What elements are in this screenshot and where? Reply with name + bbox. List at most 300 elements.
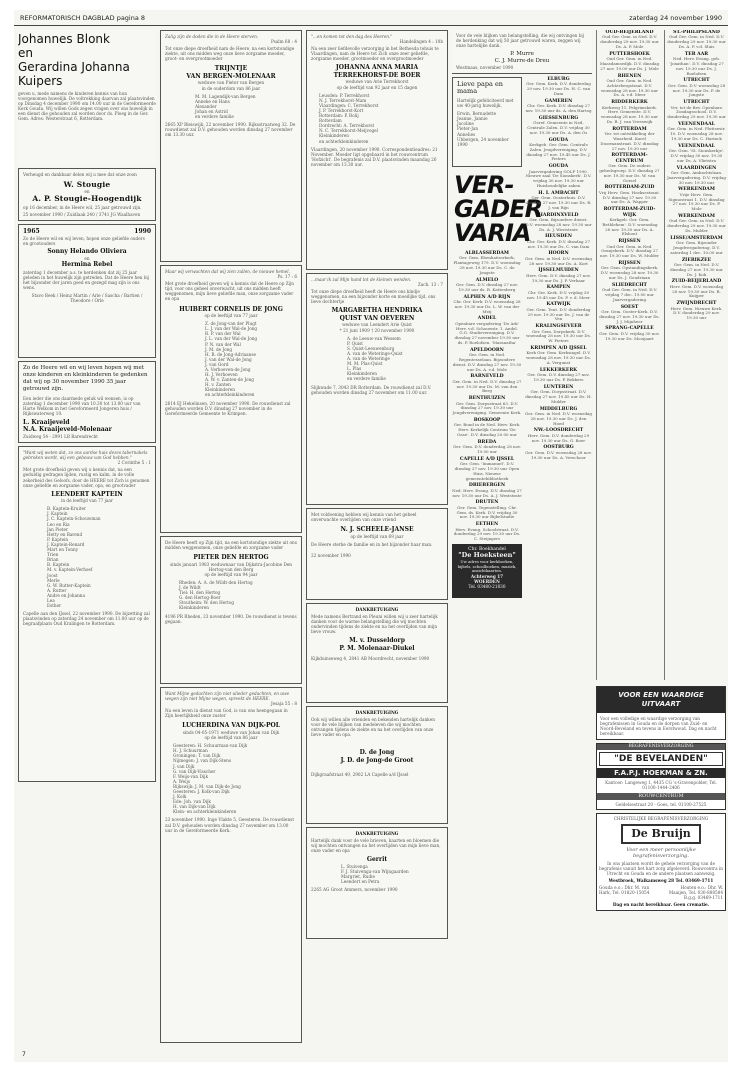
meeting-details: Ger. Gem. D.V. vrijdag 30 nov. 19.30 uur Ds. Mooijaart xyxy=(599,330,660,341)
meeting-details: Oud Ger. Gem. in Ned. D.V. donderdag 29 nov. 19.30 uur Ds. A. P. Mole xyxy=(600,34,659,49)
meeting-place: GIESSENBURG xyxy=(538,115,579,121)
family-member: Ede: Joh. van Dijk xyxy=(173,799,211,805)
dijk-name: LUCHERDINA VAN DIJK-POL xyxy=(182,722,280,730)
meeting-details: Ger. Gem. Ambachtslaan. Jaarvergadering. D.V. vrijdag 30 nov. 19.30 uur xyxy=(667,169,726,185)
verg-line-1: VER- xyxy=(454,170,514,199)
bergen-age: in de ouderdom van 86 jaar xyxy=(201,85,261,91)
groom-name: Johannes Blonk xyxy=(18,32,110,46)
family-member: H. J. Verhoeven xyxy=(205,372,238,378)
meeting-entry xyxy=(525,407,592,427)
column-1 xyxy=(18,30,156,785)
quist-name: MARGARETHA HENDRIKA xyxy=(331,307,423,315)
scheele-body: De Heere sterke de familie en in het bijzonder haar man. xyxy=(311,541,433,547)
meeting-details: Chr. Ger. Kerk. D.V. dinsdag 27 nov. 19.30 uur Ds. C. van Dam xyxy=(527,238,590,249)
meeting-details: Oud Ger. Gem. in Ned. Maasdamsedijk. D.V. dinsdag 27 nov. 19.00 uur Ds. J. Mole xyxy=(599,56,660,71)
family-member: H. J. Schuurman xyxy=(173,748,208,754)
congrats-body: Hartelijk gefeliciteerd met uw 40-jarig huwelijk. xyxy=(457,97,514,109)
bruijn-foot: Dag en nacht bereikbaar. Geen crematie. xyxy=(612,902,710,908)
bruijn-tag: Voor een meer persoonlijke begrafenisverzorging. xyxy=(626,846,696,859)
family-member: Rheden: A. A. de Wildt-den Hertog xyxy=(179,579,253,585)
meeting-place: ALMELO xyxy=(475,277,499,283)
jubilee-name-1: Sonny Helando Oliviera xyxy=(47,248,127,256)
meeting-place: ANDEL xyxy=(477,316,497,322)
meeting-entry xyxy=(667,214,726,234)
meeting-place: TER AAR xyxy=(684,51,709,57)
meeting-entry xyxy=(525,346,592,366)
family-member: Lea xyxy=(47,597,55,603)
meeting-entry xyxy=(525,138,592,163)
meeting-details: Vrij Herv. Gem. Hoeksestraat. D.V. dinsdag 27 nov. 19.30 uur Ds. A. Wapper xyxy=(599,189,660,205)
obituary-van-bergen xyxy=(160,30,302,262)
meeting-details: Ger. Gem. in Ned. D.V. woensdag 28 nov. 19.30 uur Ds. J. den Hoed xyxy=(525,410,592,426)
hertog-age: op de leeftijd van 94 jaar xyxy=(204,571,258,577)
year-right: 1990 xyxy=(134,228,151,236)
announcement-anniversary xyxy=(18,168,156,221)
murre-name-1: P. Murre xyxy=(510,51,534,58)
family-member: A. van de Weteringe-Quist xyxy=(347,350,403,356)
family-member: Jeanne, Jannie xyxy=(457,116,488,122)
family-member: Annelies xyxy=(457,131,476,137)
meeting-entry xyxy=(599,74,660,99)
meeting-details: Ger. Gem. De ouders gebedsgroep. D.V. dinsdag 27 nov. 19.30 uur Ds. W. van Gorsel xyxy=(599,163,660,183)
murre-name-2: C. J. Murre-de Dreu xyxy=(494,58,550,65)
meeting-entry xyxy=(525,234,592,249)
meeting-entry xyxy=(599,153,660,183)
family-member: J. van der Wal-de Jong xyxy=(205,356,252,362)
meeting-details: Ger. Gem. D.V. dinsdag 27 nov. 19.30 uur Ds. P. Bekkers xyxy=(527,372,590,382)
bevelanden-rc: ROUWCENTRUM xyxy=(597,793,725,800)
bruijn-body: In ons plaatsen wordt de gehele verzorging van de begrafenis vanuit het hart zorg afgeleverd. Rouwcentra in Utrecht en Gouda en de andere plaatsen aanwezig. xyxy=(599,860,723,876)
newspaper-page xyxy=(14,10,728,1062)
bruijn-name: De Bruijn xyxy=(621,824,701,844)
header-right: zaterdag 24 november 1990 xyxy=(629,13,722,22)
meeting-entry xyxy=(525,213,592,233)
family-member: M. v. Kaptein-Verhoef xyxy=(47,567,93,573)
family-member: Erwin, Bernadette xyxy=(457,111,497,117)
family-member: H. van Dijk-van Dijk xyxy=(173,804,216,810)
congrats-title: Lieve papa en mama xyxy=(457,79,503,96)
thirty-five-name-2: N.A. Kraaijeveld-Molenaar xyxy=(23,426,112,434)
meeting-place: H. I. AMBACHT xyxy=(538,190,579,196)
meeting-details: Ger. Gem. Dorpsstraat. D.V. dinsdag 27 nov. 19.45 uur Ds. H. Mulder xyxy=(525,389,592,404)
dejong-name: HUIBERT CORNELIS DE JONG xyxy=(179,305,283,313)
meeting-place: RHENEN xyxy=(617,73,642,79)
thanks-murre xyxy=(452,30,592,74)
meeting-entry xyxy=(667,122,726,142)
family-member: Trien xyxy=(47,552,59,558)
wedding-and: en xyxy=(18,46,33,60)
thanks-2-name: D. de Jong xyxy=(359,749,395,757)
quist-dates: * 21 juni 1909 † 20 november 1990 xyxy=(339,327,415,333)
family-member: J. P. Terrekhorst-Kort xyxy=(319,107,364,113)
family-member: Rotterdam xyxy=(319,118,342,124)
kaptein-body: Met grote droefheid geven wij u kennis dat, na een geduldig gedragen lijden, rustig en kalm, in de volle zekerheid des Geloofs, door de HEERE tot Zich is genomen onze geliefde en zorgzame vader, opa, en grootvader xyxy=(23,467,150,488)
meeting-details: Ger. Gem. 'St. Sionskerkje'. D.V. vrijdag 30 nov. 19.30 uur Ds. A. Vlietstra xyxy=(668,148,725,163)
verg-line-2: GADER xyxy=(454,194,543,223)
meeting-details: Ger. Gem. in Ned. Regentesselaan. Bijzondere dienst. D.V. dinsdag 27 nov. 19.30 uur Ds. A. v.d. Mole xyxy=(452,352,522,372)
meeting-place: SOEST xyxy=(620,304,639,310)
dejong-quote: Maar wij verwachten dat wij zien zullen, de nieuwe hemel. xyxy=(165,269,290,274)
bookshop-phone: Tel. 03480-21830 xyxy=(468,583,506,589)
meeting-details: Chr. Ger. Kerk. D.V. vrijdag 30 nov. 19.45 uur Ds. P. v. d. Meer xyxy=(527,289,590,300)
meeting-entry xyxy=(667,301,726,321)
meeting-entry xyxy=(452,500,522,520)
meeting-details: Ver. tot de Bev. Openbare Zondagsschool. D.V. donderdag 29 nov. 19.30 uur xyxy=(667,104,726,120)
scheele-foot: 22 november 1990 xyxy=(311,552,351,558)
meeting-details: Ger. Gem. Bijzondere dienst. D.V. woensdag 28 nov. 19.30 uur Ds. A. J. Weststrate xyxy=(525,216,592,232)
meeting-entry xyxy=(525,99,592,114)
family-member: M. M. Plas-Quist xyxy=(347,361,383,367)
meeting-details: Ned. Herv. Evang. D.V. dinsdag 27 nov. 19.30 uur Ds. A. J. Weststrate xyxy=(452,487,522,498)
uitvaart-body: Voor een volledige en waardige verzorging van begrafenissen in Gouda en de dorpen van Zuid- en Noord-Beveland en tevens in Eerstwoud. Dag en nacht bereikbaar. xyxy=(600,716,717,737)
meeting-entry xyxy=(525,164,592,189)
meeting-place: RIDDERKERK xyxy=(611,100,648,106)
terrekhorst-name: JOHANNA ANNA MARIA xyxy=(335,64,419,72)
family-member: Kleinkinderen xyxy=(205,387,235,393)
family-member: Leusden: P. Terrekhorst xyxy=(319,92,370,98)
meetings-list-right xyxy=(525,77,592,598)
family-member: J. M. de Jong xyxy=(205,346,233,352)
meeting-entry xyxy=(599,283,660,303)
meeting-details: Openbare vergadering 'De Ark' Herv. v.d. Schouwstr. 1. Andel. G.G. Studievereniging. D.V. dinsdag 27 november 19.30 uur ds. P. Roelofsen. 'Maranatha' xyxy=(454,320,520,345)
meeting-place: GOUDA xyxy=(548,164,569,170)
meeting-place: BOSKOOP xyxy=(473,417,501,423)
meeting-details: Herv. Gem. D.V. dinsdag 27 nov. 19.30 uur Ds. J. P. Verhaar xyxy=(526,272,591,283)
terrekhorst-name-2: TERREKHORST-DE BOER xyxy=(333,71,421,79)
meeting-entry xyxy=(525,191,592,211)
meeting-entry xyxy=(525,385,592,405)
thanks-2-title: DANKBETUIGING xyxy=(355,710,399,715)
meeting-place: WERKENDAM xyxy=(678,213,715,219)
bookshop-street: Achterweg 17 xyxy=(470,573,504,579)
family-member: Andre en Johanna xyxy=(47,592,86,598)
anniversary-body: op 16 december, in de Heere wil, 25 jaar getrouwd zijn. xyxy=(23,205,142,211)
meeting-place: ST.-PHILIPSLAND xyxy=(673,30,720,35)
family-member: Geesteren: H. Schuurman-van Dijk xyxy=(173,743,248,749)
meetings-list-left xyxy=(452,251,522,542)
meeting-details: Ger. Gem. Opstandingskerk. D.V. woensdag 28 nov. 19.30 uur Ds. J. Goudriaan xyxy=(600,265,659,280)
years-row xyxy=(23,228,151,236)
meeting-details: Ger. Gem. 'Immanuel'. D.V. dinsdag 27 nov. 19.30 uur Open Huis. Nieuwe gemeentebibliotheek xyxy=(454,461,520,481)
meeting-place: BARNEVELD xyxy=(470,374,504,380)
congrats-papa-mama xyxy=(452,77,522,167)
meeting-entry xyxy=(667,166,726,186)
family-member: H. R. de Jong-Adriaanse xyxy=(205,351,256,357)
anniversary-name-2: A. P. Stougie-Hoogendijk xyxy=(32,194,142,204)
meeting-place: IJSSELMUIDEN xyxy=(538,268,579,274)
family-member: A. van de Weteringe xyxy=(347,356,390,362)
ad-uitvaart xyxy=(596,686,726,740)
meeting-place: CAPELLE A/D IJSSEL xyxy=(459,456,515,462)
meeting-entry xyxy=(525,116,592,136)
bergen-ref: Psalm 68 : 4 xyxy=(270,39,297,45)
meeting-details: Ger. Gem. in Ned. Pluttsestr. 10. D.V. woensdag 28 nov. 19.30 uur Ds. C. Harinck xyxy=(667,126,726,141)
family-member: Brian xyxy=(47,557,59,563)
meeting-details: Oud Ger. Gem. in Ned. Oranjekerk. D.V. dinsdag 27 nov. 19.30 uur Ds. W. Mulder xyxy=(600,243,659,259)
family-member: Geesteren: J. Kolk-van Dijk xyxy=(173,789,230,794)
thanks-3-body: Hartelijk dank voor de vele brieven, kaarten en bloemen die wij mochten ontvangen na het overlijden van mijn lieve man, onze vader en opa xyxy=(311,838,441,854)
thirty-five-intro: Zo de Heere wil en wij leven hopen wij met onze kinderen en kleinkinderen te gedenken dat wij op 30 november 1990 35 jaar getrouwd zijn. xyxy=(23,365,148,392)
family-member: J. van Dijk xyxy=(173,763,195,769)
congrats-names xyxy=(457,111,517,136)
anniversary-intro: Verheugd en dankbaar delen wij u mee dat onze zoon xyxy=(23,172,137,177)
terrekhorst-foot: Vlaardingen, 20 november 1990. Correspondentieadres: 21 November. Moeder ligt opgebaard in het rouwcentrum 'Hofzicht'. De begrafenis zal D.V. plaatsvinden maandag 26 november om 13.30 uur. xyxy=(311,146,438,167)
family-member: en verdere familie xyxy=(347,376,386,382)
obituary-quist xyxy=(306,273,448,505)
scheele-intro: Met voldoening hebben wij kennis van het geheel onverwachte overlijden van onze vriend xyxy=(311,512,417,523)
meeting-entry xyxy=(452,295,522,315)
family-member: en achterkleinkinderen xyxy=(205,392,255,398)
meeting-place: ALBLASSERDAM xyxy=(465,250,509,256)
family-member: Groningen: T. van Dijk xyxy=(173,753,221,759)
meeting-entry xyxy=(667,236,726,256)
family-member: Rotterdam: P. Bolij xyxy=(319,113,359,119)
congrats-foot: Ubbergen, 24 november 1990 xyxy=(457,136,509,147)
family-member: Klein- en achterkleinkinderen xyxy=(173,809,237,815)
announcement-35-years xyxy=(18,361,156,443)
meeting-place: BENTHUIZEN xyxy=(468,396,506,402)
meeting-details: Chr. Ger. Kerk. D.V. dinsdag 27 nov. 19.30 uur ds. A. den Hartog xyxy=(525,103,592,113)
hertog-family xyxy=(165,580,297,611)
dijk-body: Na een leven in dienst van God, is van ons heengegaan in Zijn heerlijkheid onze zuster xyxy=(165,708,288,719)
family-member: H. v. Zanten xyxy=(205,382,231,388)
meeting-details: Ger. Gem. Dorpskerk. D.V. woensdag 28 nov. 19.30 uur Ds. W. Pieters xyxy=(526,328,591,344)
family-member: Nijmegen: J. van Dijk-Stens xyxy=(173,758,232,764)
kaptein-foot: Capelle aan den IJssel, 22 november 1990. De bijzetting zal plaatsvinden op zaterdag 24 november om 11.00 uur op de begraafplaats Oud Kralingen te Rotterdam. xyxy=(23,611,150,627)
meeting-details: Geref. Gemeente in Ned. Centrale Zalen. D.V. vrijdag 30 nov. 19.30 uur Ds. A. den Os xyxy=(527,120,590,135)
meeting-place: ROTTERDAM-ZUID-WIJK xyxy=(603,207,656,218)
obituary-kaptein xyxy=(18,446,156,782)
column-3 xyxy=(306,30,448,942)
family-member: A. Verhoeven-de Jong xyxy=(205,367,251,372)
meeting-details: Ger. Gem. D.V. dinsdag 27 nov. 19.30 uur ds. R. Kattenberg xyxy=(455,281,519,292)
family-member: Leendert en Petra xyxy=(341,879,380,885)
thanks-1-body: Mede namens Bertrand en Pleuni willen wij u zeer hartelijk danken voor de warme belangstelling die wij mochten ondervinden tijdens de ziekte en na het overlijden van mijn lieve vrouw. xyxy=(311,614,438,635)
family-member: F. Weijs-van Dijk xyxy=(173,773,208,779)
meeting-entry xyxy=(452,522,522,542)
bevelanden-sub: F.A.P.J. HOEKMAN & ZN. xyxy=(597,768,725,778)
bergen-name-2: VAN BERGEN-MOLENAAR xyxy=(186,72,276,80)
meeting-place: PUTTERSHOEK xyxy=(609,51,650,57)
meeting-place: BREDA xyxy=(477,439,497,445)
family-member: M. M. Lagendijk-van Bergen xyxy=(195,93,256,99)
meeting-entry xyxy=(452,440,522,455)
wedding-body: geven u, mede namens de kinderen kennis van hun voorgenomen huwelijk. De voltrekking daarvan zal plaatsvinden op Dinsdag 4 december 1990 om 14.00 uur in de Gereformeerde Kerk Gouda. Wij willen Gods zegen vragen over ons huwelijk in een dienst die gehouden zal worden door ds. Ploeg in de Ger. Gem. Adres: Westerstraat 6, Rotterdam. xyxy=(18,91,156,122)
family-member: J. L. van der Wal-de Jong xyxy=(205,336,258,342)
murre-body: Voor de vele blijken van belangstelling, die wij ontvingen bij de herdenking dat wij 50 jaar getrouwd waren, zeggen wij onze hartelijke dank. xyxy=(456,33,585,49)
family-member: N. J. Terrekhorst-Mam xyxy=(319,97,367,103)
bruijn-addr: Westbroek, Walkamsweg 28 Tel. 03469-1711 xyxy=(608,878,714,884)
meeting-place: EETHEN xyxy=(475,522,499,528)
kaptein-name: LEENDERT KAPTEIN xyxy=(51,490,123,498)
meeting-details: Herv. Gem. D.V. donderdag 29 nov. 19.30 uur Ds. G. Boer xyxy=(527,432,590,443)
jubilee-body: zaterdag 1 december a.s. te herdenken dat zij 25 jaar geleden in het huwelijk zijn getreden. Dat de Heere hen bij het bijzonder der jaren goed en gezegd mag zijn is ons wens. xyxy=(23,270,150,291)
meeting-place: APELDOORN xyxy=(470,347,504,353)
meeting-entry xyxy=(667,100,726,120)
anniversary-name-1: W. Stougie xyxy=(63,180,111,190)
meeting-details: Ger. Gem. Dorpsstraat 63. D.V. dinsdag 27 nov. 19.30 uur Jeugdvereniging. Gemeente Kerk. xyxy=(452,400,522,416)
thirty-five-body: Een ieder die ons daarmede geluk wil wensen, is op zaterdag 1 december 1990 van 10.30 tot 13.00 uur van Harte Welkom in het Gereformeerd Jongeren huis / Rijkswaterweg 10. xyxy=(23,395,141,416)
meeting-entry xyxy=(667,78,726,98)
col4-left xyxy=(452,77,543,598)
obituary-terrekhorst xyxy=(306,30,448,270)
dijk-quote: Want Mijne gedachten zijn niet ulieder gedachten, en uwe wegen zijn niet Mijne wegen, spreekt de HEERE. xyxy=(165,691,290,702)
family-member: Kleinkinderen xyxy=(319,133,349,139)
verg-line-3: VARIA xyxy=(454,218,531,247)
meeting-entry xyxy=(667,144,726,164)
meeting-details: Ver. tot ontwikkeling der Waarheid. Karel Doormanstraat. D.V. dinsdag 27 nov. 19.30 uur xyxy=(600,131,659,151)
family-member: N. C. Terrekhorst-Meijvogel xyxy=(319,128,378,134)
thanks-gerrit xyxy=(306,827,448,939)
meeting-place: KRIMPEN A/D IJSSEL xyxy=(530,345,587,351)
meeting-entry xyxy=(525,324,592,344)
meeting-entry xyxy=(452,483,522,498)
meeting-entry xyxy=(452,418,522,438)
bruijn-contact-2: Houten e.o.: Dhr. W. Maaijen, Tel. 030-888584 xyxy=(668,885,723,896)
meeting-place: NW.-LOOSDRECHT xyxy=(533,428,584,434)
meeting-entry xyxy=(452,316,522,345)
meeting-place: UTRECHT xyxy=(683,100,710,106)
ad-de-bruijn xyxy=(596,813,726,911)
column-2 xyxy=(160,30,302,1046)
meeting-place: DRIEBERGEN xyxy=(468,483,506,489)
meeting-place: ROTTERDAM xyxy=(612,126,647,132)
kaptein-ref: 2 Corinthe 5 : 1 xyxy=(117,460,151,466)
meeting-entry xyxy=(599,185,660,205)
meeting-entry xyxy=(452,374,522,394)
year-left: 1965 xyxy=(23,228,40,236)
thanks-1-name: M. v. Dusseldorp xyxy=(349,637,405,645)
hertog-name: PIETER DEN HERTOG xyxy=(193,554,269,562)
family-member: Mart en Tonny xyxy=(47,547,79,553)
bevelanden-name: "DE BEVELANDEN" xyxy=(599,752,723,766)
dijk-foot: 23 november 1990. Inge Vlakte 5, Geesteren. De rouwdienst zal D.V. gehouden worden dinsdag 27 november om 13.00 uur in de Gereformeerde Kerk. xyxy=(165,817,295,833)
meeting-entry xyxy=(667,30,726,50)
family-member: J. Kaptein-Renard xyxy=(47,541,85,547)
meeting-details: Ger. Gem. D.V. donderdag 28 nov. 19.00 uur xyxy=(452,444,522,454)
dijk-ref: Jesaja 55 : 8 xyxy=(271,701,297,707)
meeting-entry xyxy=(452,396,522,416)
meeting-entry xyxy=(525,302,592,322)
meeting-details: Ger. Gem. Ebenhaëzerkerk, Plantageweg 179. D.V. woensdag 28 nov. 19.30 uur Ds. C. de Jongste xyxy=(453,255,521,275)
dijk-sub: sinds 04-05-1971 weduwe van Johan van Dijk xyxy=(182,729,280,735)
family-member: Dordrecht: A. Terrekhorst xyxy=(319,123,375,129)
meeting-details: Oud Ger. Gem. in Ned. D.V. donderdag 29 nov. 19.30 uur Ds. A. P. v.d. Sluis xyxy=(667,34,726,49)
meeting-place: RIJSSEN xyxy=(618,239,641,245)
kaptein-age: in de leeftijd van 77 jaar xyxy=(61,498,113,504)
bride-name: Gerardina Johanna Kuipers xyxy=(18,60,130,88)
meeting-details: Kerk Ger. Gem. Kerksingel. D.V. woensdag 28 nov. 19.30 uur Ds. A. Vergunst xyxy=(526,350,591,365)
meeting-entry xyxy=(599,30,660,50)
terrekhorst-sub: weduwe van Arie Terrekhorst xyxy=(345,79,409,85)
family-member: Tiel: H. den Hertog xyxy=(179,590,221,596)
dijk-family xyxy=(165,743,297,814)
meeting-place: ROTTERDAM-ZUID xyxy=(604,185,655,191)
family-member: L. Plas xyxy=(347,366,362,372)
family-member: Anneke en Hans xyxy=(195,98,230,104)
meeting-entry xyxy=(599,127,660,152)
family-member: J. C. Kaptein-Schouwman xyxy=(47,516,101,522)
family-member: Vlaardingen: C. Terrekhorst xyxy=(319,102,379,108)
meeting-details: Herv. Gem. Nieuwe Kerk. D.V. donderdag 29 nov. 19.30 uur xyxy=(670,305,723,321)
meeting-details: Kerkweg 11. Pelgrimskerk. Herv. Gemeente. D.V. woensdag 28 nov. 19.30 uur Ds. B. J. van Vreeswijk xyxy=(600,104,659,124)
meeting-details: Jaarvergadering GOLF 1990. Nieuwe zaal 'De Sionskerk'. D.V. vrijdag 30 nov. 19.30 uur Huishoudelijke zaken xyxy=(525,168,592,188)
hertog-sub: sinds januari 1983 weduwnaar van Dijkstra-Jacobine Den Hertog-van den Berg xyxy=(169,561,292,572)
family-member: G. W. Rutter-Kaptein xyxy=(47,582,91,588)
meeting-details: Ger. Gem. Tegenstelling. Chr. Gem. ds. Kerk. D.V. vrijdag 30 nov. 19.30 uur Bijbelstudie xyxy=(456,504,518,520)
notice-scheele xyxy=(306,508,448,600)
bevelanden-addr: Kantoor: Langeweg 1, 4435 CG 's-Gravenpolder, Tel. 01100-1444-2406 xyxy=(605,780,717,791)
thanks-1-name-2: P. M. Molenaar-Diukel xyxy=(339,644,415,652)
meeting-details: Ger. Gem. D.V. woensdag 28 nov. 19.30 uur Ds. A. Verschoor xyxy=(525,449,592,460)
family-member: Pieter-Jan xyxy=(457,126,479,132)
obituary-van-dijk xyxy=(160,687,302,1043)
obituary-den-hertog xyxy=(160,536,302,684)
quist-quote: ...maar ik zal Mijn hand tot de kleinen wenden. xyxy=(311,277,412,282)
meeting-place: VEENENDAAL xyxy=(678,121,715,127)
funeral-ads xyxy=(596,686,726,911)
thanks-1-title: DANKBETUIGING xyxy=(355,607,399,612)
meeting-entry xyxy=(452,457,522,482)
bookshop-desc: Uw adres voor kerkboeken, bijbels, schoolboeken, muziek, ansichtkaarten. xyxy=(457,558,517,574)
meeting-details: Vrije Herv. Gem. Sigmostraat 1. D.V. dinsdag 27 nov. 19.30 uur Ds. P. Mole xyxy=(668,191,725,212)
meeting-place: GOUDA xyxy=(548,137,569,143)
family-member: A. Rutter xyxy=(47,587,67,593)
meeting-place: HOORN xyxy=(548,251,569,257)
meeting-details: Ger. Bond in de Ned. Herv. Kerk. Herv. Kerkelijk Centrum 'De Oase'. D.V. dinsdag 20.00 uur xyxy=(453,422,521,437)
meeting-place: OOSTBURG xyxy=(543,445,574,451)
hertog-intro: De Heere heeft op Zijn tijd, na een kortstondige ziekte uit ons midden weggenomen, onze geliefde en zorgzame vader xyxy=(165,540,297,551)
meeting-entry xyxy=(599,100,660,125)
meeting-place: LUNTEREN xyxy=(543,384,574,390)
meeting-details: Ger. Gem. Tent. D.V. donderdag 29 nov. 19.30 uur Ds. J. van de Ven xyxy=(526,306,591,322)
meeting-place: OUD-BEIJERLAND xyxy=(605,30,654,35)
meeting-details: Ger. Gem. Bijzonder Jeugdvergadering. D.V. zaterdag 1 dec. 10.00 uur xyxy=(670,240,723,255)
meeting-entry xyxy=(452,251,522,276)
family-member: J. van Oord xyxy=(205,361,229,367)
quist-body: Tot onze diepe droefheid heeft de Heere ons kindje weggenomen, na een bijzonder korte en moeilijke tijd, ons lieve dochtertje xyxy=(311,289,436,305)
family-member: B. Kaptein xyxy=(47,562,70,568)
meeting-details: Ger. Gem. Kerk. D.V. donderdag 29 nov. 19.30 uur Ds. H. C. van Dam xyxy=(526,81,591,96)
meeting-details: Herv. Evang. Schoolstraat. D.V. donderdag 29 nov. 19.30 uur Ds. C. Steijngers xyxy=(453,526,521,542)
announcement-wedding xyxy=(18,30,156,165)
obituary-de-jong xyxy=(160,265,302,533)
jubilee-and: en xyxy=(84,255,90,261)
jubilee-name-2: Hermina Rebel xyxy=(61,260,113,268)
col4-split xyxy=(452,77,592,598)
murre-foot: Westmaas, november 1990 xyxy=(456,64,514,70)
family-member: Kleinkinderen xyxy=(179,605,209,611)
meeting-place: DRUTEN xyxy=(475,500,499,506)
meetings-list-col6 xyxy=(664,30,726,680)
family-member: Margriet, Rudie xyxy=(341,874,375,880)
family-member: Merle xyxy=(47,577,60,583)
meeting-place: KAMPEN xyxy=(546,285,571,291)
kaptein-family xyxy=(23,506,151,608)
page-number: 7 xyxy=(22,1051,26,1058)
meeting-place: UTRECHT xyxy=(683,78,710,84)
meeting-place: HARDINXVELD xyxy=(538,212,579,218)
family-member: Hetty en Barend xyxy=(47,531,83,537)
meeting-details: Ger. Gem. Ooster-Kerk. D.V. dinsdag 27 nov. 19.30 uur Ds. J. J. Mijnheer xyxy=(599,308,660,324)
anniversary-and: en xyxy=(84,189,90,195)
meeting-place: ZWIJNDRECHT xyxy=(676,301,717,307)
meeting-place: GAMEREN xyxy=(544,98,573,104)
terrekhorst-quote: "...en komen tot den dag des Heeren." xyxy=(311,34,393,39)
scheele-name: N. J. SCHEELE-JANSE xyxy=(340,526,414,534)
meeting-details: Ger. Gem. in Ned. D.V. woensdag 28 nov. 19.30 uur Ds. A. Kort xyxy=(525,255,592,266)
bergen-quote: Zalig zijn de doden die in de Heere sterven. xyxy=(165,34,259,39)
